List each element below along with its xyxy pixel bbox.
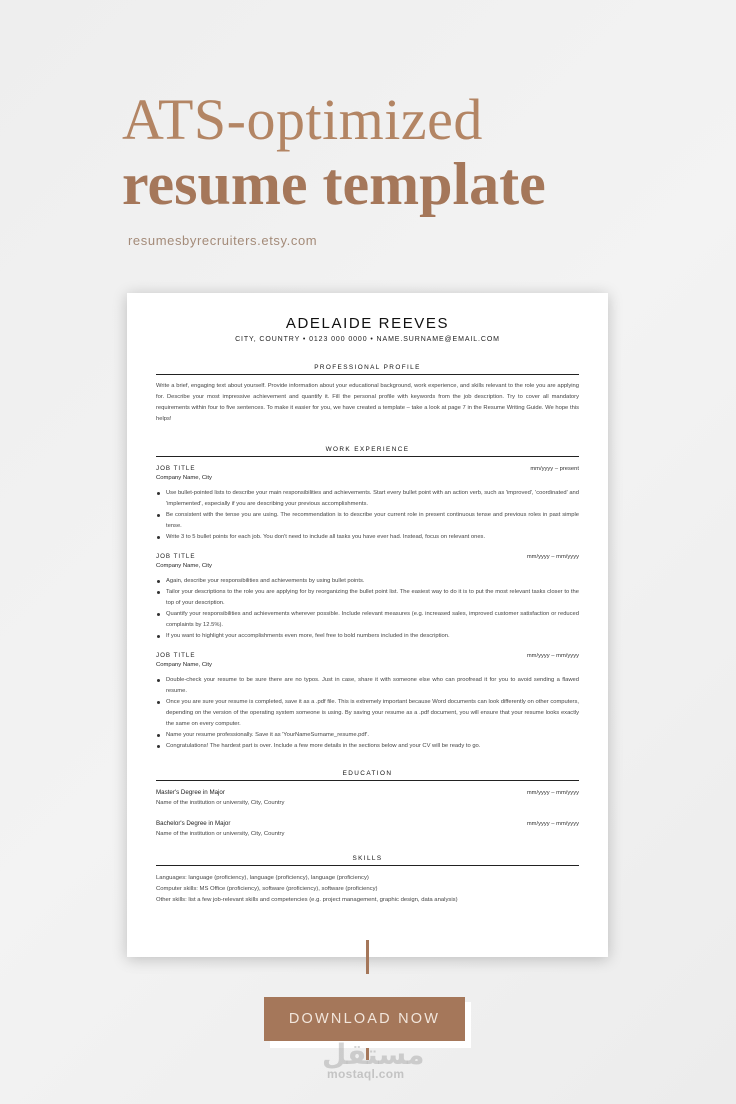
job-title: JOB TITLE xyxy=(156,465,196,472)
education-degree: Master's Degree in Major xyxy=(156,789,225,796)
job-bullet: Quantify your responsibilities and achievements wherever possible. Include relevant measures (e.g. increased sales, improved customer satisfaction or reduced complaints by 12.5%). xyxy=(156,609,579,631)
job-bullets xyxy=(156,488,579,543)
job-bullet: Double-check your resume to be sure there are no typos. Just in case, share it with someone else who can proofread it for you to avoid sending a flawed resume. xyxy=(156,675,579,697)
resume-contact-line: CITY, COUNTRY • 0123 000 0000 • NAME.SURNAME@EMAIL.COM xyxy=(235,336,500,343)
education-entry xyxy=(156,789,579,806)
section-heading-education: EDUCATION xyxy=(156,770,579,781)
watermark-arabic: مستقل xyxy=(322,1038,425,1071)
skill-line: Computer skills: MS Office (proficiency), software (proficiency), software (proficiency) xyxy=(156,886,378,892)
section-heading-skills: SKILLS xyxy=(156,855,579,866)
job-company: Company Name, City xyxy=(156,563,212,569)
job-header xyxy=(156,465,579,472)
job-bullet: Once you are sure your resume is completed, save it as a .pdf file. This is extremely important because Word documents can look differently on other computers, depending on the version of the operating system someone is using. By saving your resume as a .pdf document, you will ensure that your resume looks exactly the same on every computer. xyxy=(156,697,579,730)
job-entry xyxy=(156,465,579,543)
job-header xyxy=(156,652,579,659)
section-heading-profile: PROFESSIONAL PROFILE xyxy=(156,364,579,375)
job-bullet: Be consistent with the tense you are using. The recommendation is to describe your current role in present continuous tense and previous roles in past simple tense. xyxy=(156,510,579,532)
education-dates: mm/yyyy – mm/yyyy xyxy=(526,821,579,827)
job-company: Company Name, City xyxy=(156,475,212,481)
job-bullet: If you want to highlight your accomplishments even more, feel free to bold numbers included in the description. xyxy=(156,631,579,642)
resume-preview-sheet xyxy=(127,293,608,957)
headline-line1: ATS-optimized xyxy=(122,87,483,152)
education-degree: Bachelor's Degree in Major xyxy=(156,820,231,827)
connector-line-top xyxy=(366,940,369,974)
section-heading-work: WORK EXPERIENCE xyxy=(156,446,579,457)
job-dates: mm/yyyy – present xyxy=(530,466,579,472)
job-bullet: Congratulations! The hardest part is over. Include a few more details in the sections below and your CV will be ready to go. xyxy=(156,741,579,752)
job-company: Company Name, City xyxy=(156,662,212,668)
job-bullet: Again, describe your responsibilities and achievements by using bullet points. xyxy=(156,576,579,587)
job-header xyxy=(156,553,579,560)
skills-list xyxy=(156,873,579,906)
job-title: JOB TITLE xyxy=(156,652,196,659)
job-bullets xyxy=(156,576,579,642)
education-institution: Name of the institution or university, City, Country xyxy=(156,831,285,837)
download-now-button[interactable]: DOWNLOAD NOW xyxy=(264,997,465,1041)
job-title: JOB TITLE xyxy=(156,553,196,560)
education-header xyxy=(156,820,579,827)
profile-text: Write a brief, engaging text about yourself. Provide information about your educational background, work experience, and skills relevant to the role you are applying for. Describe your most impressive achievement and quantify it. Fill the personal profile with keywords from the job description. Try to cover all mandatory requirements within four to five sentences. To make it easier for you, we have created a template – take a look at page 7 in the Resume Writing Guide. We hope this helps! xyxy=(156,383,579,422)
job-entry xyxy=(156,652,579,752)
watermark-url: mostaql.com xyxy=(327,1067,405,1081)
job-dates: mm/yyyy – mm/yyyy xyxy=(526,653,579,659)
resume-name: ADELAIDE REEVES xyxy=(285,315,450,332)
job-bullet: Write 3 to 5 bullet points for each job. You don't need to include all tasks you have ever had. Instead, focus on relevant ones. xyxy=(156,532,579,543)
skill-line: Other skills: list a few job-relevant skills and competencies (e.g. project management, graphic design, data analysis) xyxy=(156,897,458,903)
education-institution: Name of the institution or university, City, Country xyxy=(156,800,285,806)
job-bullet: Name your resume professionally. Save it as 'YourNameSurname_resume.pdf'. xyxy=(156,730,579,741)
shop-url[interactable]: resumesbyrecruiters.etsy.com xyxy=(128,233,318,248)
job-bullet: Use bullet-pointed lists to describe your main responsibilities and achievements. Start every bullet point with an action verb, such as 'improved', 'coordinated' and 'implemented', especially if you are describing your previous accomplishments. xyxy=(156,488,579,510)
headline-line2: resume template xyxy=(122,151,546,217)
skill-line: Languages: language (proficiency), language (proficiency), language (proficiency) xyxy=(156,875,369,881)
job-dates: mm/yyyy – mm/yyyy xyxy=(526,554,579,560)
education-entry xyxy=(156,820,579,837)
job-bullets xyxy=(156,675,579,752)
job-entry xyxy=(156,553,579,642)
education-header xyxy=(156,789,579,796)
education-dates: mm/yyyy – mm/yyyy xyxy=(526,790,579,796)
job-bullet: Tailor your descriptions to the role you are applying for by reorganizing the bullet point list. The easiest way to do it is to put the most relevant tasks closer to the top of your description. xyxy=(156,587,579,609)
